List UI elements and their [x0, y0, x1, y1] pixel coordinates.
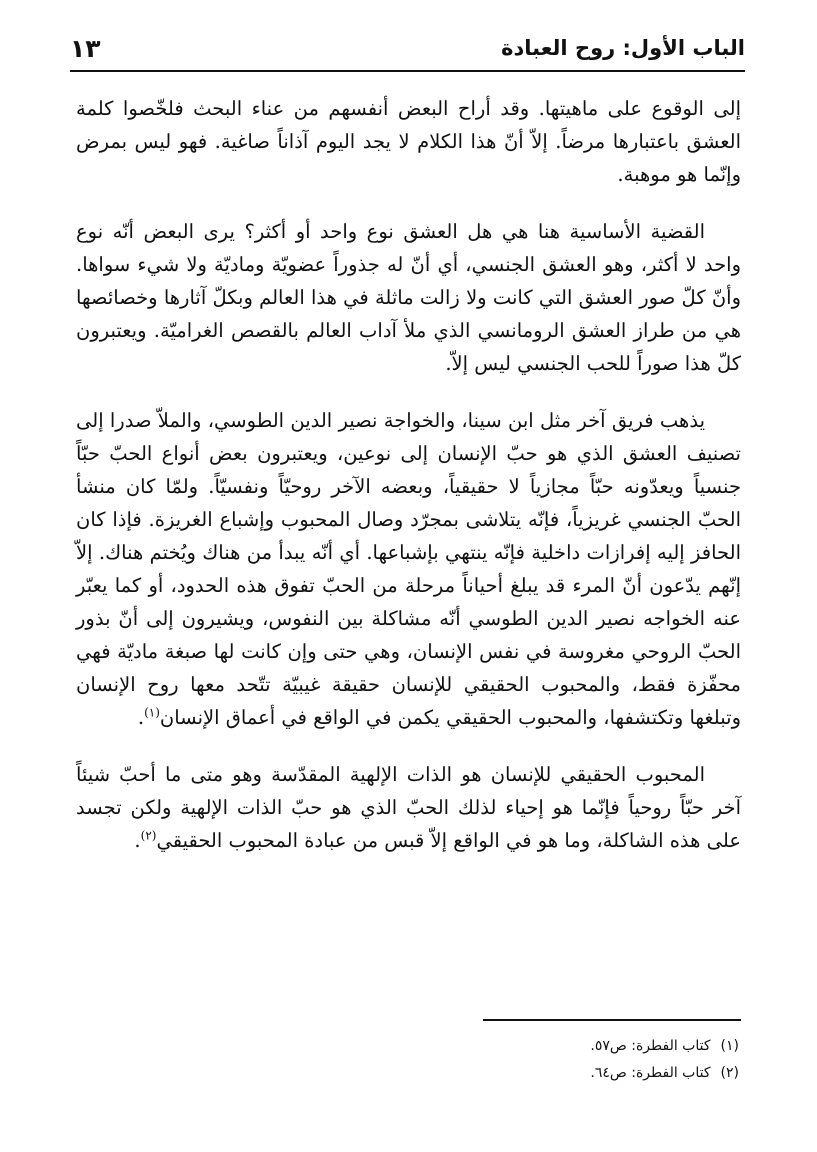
- footnote-text: كتاب الفطرة: ص٥٧.: [590, 1038, 711, 1054]
- footnote-marker: (١): [720, 1038, 739, 1054]
- paragraph: [76, 758, 741, 857]
- running-title: الباب الأول: روح العبادة: [501, 36, 745, 60]
- paragraph: [76, 404, 741, 734]
- page-number: ١٣: [70, 33, 101, 63]
- page-header: [70, 26, 745, 72]
- footnote-marker: (٢): [720, 1065, 739, 1081]
- footnote-divider: [483, 1019, 741, 1021]
- footnote-reference[interactable]: (٢): [140, 828, 157, 843]
- paragraph: القضية الأساسية هنا هي هل العشق نوع واحد أو أكثر؟ يرى البعض أنّه نوع واحد لا أكثر، وهو العشق الجنسي، أي أنّ له جذوراً عضويّة وماديّة ولا شيء سواها. وأنّ كلّ صور العشق التي كانت ولا زالت ماثلة في هذا العالم وبكلّ آثارها وخصائصها هي من طراز العشق الرومانسي الذي ملأ آداب العالم بالقصص الغراميّة. ويعتبرون كلّ هذا صوراً للحب الجنسي ليس إلاّ.: [76, 220, 741, 375]
- footnote-reference[interactable]: (١): [144, 705, 160, 720]
- body-text: [76, 92, 741, 881]
- paragraph-text: يذهب فريق آخر مثل ابن سينا، والخواجة نصير الدين الطوسي، والملاّ صدرا إلى تصنيف العشق الذي هو حبّ الإنسان إلى نوعين، ويعتبرون بعض أنواع الحبّ حبّاً جنسياً ويعدّونه حبّاً مجازياً لا حقيقياً، وبعضه الآخر روحيّاً ونفسيّاً. ولمّا كان منشأ الحبّ الجنسي غريزياً، فإنّه يتلاشى بمجرّد وصال المحبوب وإشباع الغريزة. فإذا كان الحافز إليه إفرازات داخلية فإنّه ينتهي بإشباعها. أي أنّه يبدأ من هناك ويُختم هناك. إلاّ إنّهم يدّعون أنّ المرء قد يبلغ أحياناً مرحلة من الحبّ تفوق هذه الحدود، أو كما يعبّر عنه الخواجه نصير الدين الطوسي أنّه مشاكلة بين النفوس، ويشيرون إلى أنّ بذور الحبّ الروحي مغروسة في نفس الإنسان، وهي حتى وإن كانت لها صبغة ماديّة فهي محفّزة فقط، والمحبوب الحقيقي للإنسان حقيقة غيبيّة تتّحد معها روح الإنسان وتبلغها وتكتشفها، والمحبوب الحقيقي يكمن في الواقع في أعماق الإنسان: [76, 409, 741, 729]
- footnote-item: [590, 1060, 739, 1087]
- footnote-item: [590, 1033, 739, 1060]
- paragraph: إلى الوقوع على ماهيتها. وقد أراح البعض أنفسهم من عناء البحث فلخّصوا كلمة العشق باعتبارها مرضاً. إلاّ أنّ هذا الكلام لا يجد اليوم آذاناً صاغية. فهو ليس بمرض وإنّما هو موهبة.: [76, 97, 741, 186]
- sentence-end: .: [137, 706, 145, 729]
- footnotes: [590, 1033, 739, 1087]
- paragraph-text: المحبوب الحقيقي للإنسان هو الذات الإلهية المقدّسة وهو متى ما أحبّ شيئاً آخر حبّاً روحياً فإنّما هو إحياء لذلك الحبّ الذي هو حبّ الذات الإلهية ولكن تجسد على هذه الشاكلة، وما هو في الواقع إلاّ قبس من عبادة المحبوب الحقيقي: [76, 763, 741, 852]
- footnote-text: كتاب الفطرة: ص٦٤.: [590, 1065, 711, 1081]
- sentence-end: .: [134, 829, 141, 852]
